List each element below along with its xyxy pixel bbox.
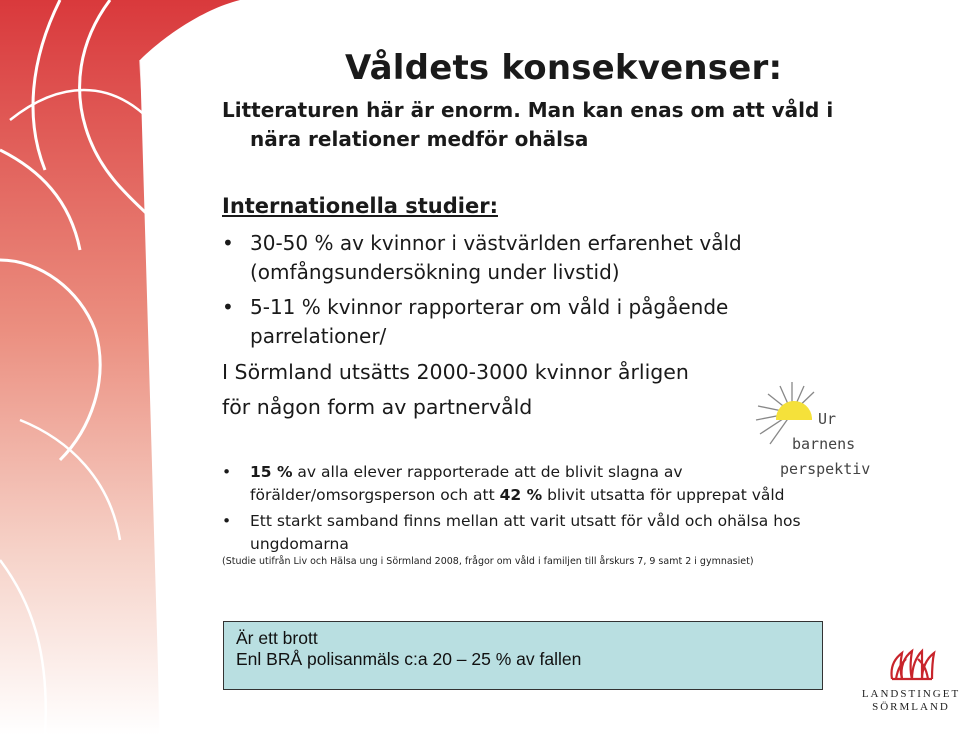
bullet-line-1 xyxy=(222,461,785,484)
bullet-line-1: 30-50 % av kvinnor i västvärlden erfarenhet våld xyxy=(250,231,742,255)
crime-info-box xyxy=(223,621,823,690)
international-heading: Internationella studier: xyxy=(222,194,498,218)
bullet-item xyxy=(222,461,785,507)
decorative-side-band xyxy=(0,0,240,735)
landstinget-logo xyxy=(862,645,960,720)
percent-highlight: 42 % xyxy=(499,486,543,504)
bullet-line-2: (omfångsundersökning under livstid) xyxy=(250,260,620,284)
bullet-line-2: ungdomarna xyxy=(250,535,349,553)
bullet-line-1: Ett starkt samband finns mellan att varit utsatt för våld och ohälsa hos xyxy=(250,512,801,530)
bullet-item xyxy=(222,510,801,556)
intro-line-1: Litteraturen här är enorm. Man kan enas om att våld i xyxy=(222,98,834,122)
badge-line-2: barnens xyxy=(792,435,856,453)
crime-line-2: Enl BRÅ polisanmäls c:a 20 – 25 % av fallen xyxy=(236,649,582,669)
badge-line-1: Ur xyxy=(818,410,837,428)
bullet-text: förälder/omsorgsperson och att xyxy=(250,486,500,504)
crime-line-1: Är ett brott xyxy=(236,628,318,648)
logo-line-1: LANDSTINGET xyxy=(862,688,960,700)
bullet-item xyxy=(222,229,742,287)
slide-title: Våldets konsekvenser: xyxy=(345,48,783,88)
bullet-icon: • xyxy=(222,295,234,319)
intro-text xyxy=(222,96,872,154)
intro-line-2: nära relationer medför ohälsa xyxy=(250,127,589,151)
bullet-icon: • xyxy=(222,231,234,255)
bullet-text: blivit utsatta för upprepat våld xyxy=(542,486,785,504)
bullet-line-2 xyxy=(222,484,785,507)
sormland-line-1: I Sörmland utsätts 2000-3000 kvinnor årligen xyxy=(222,360,689,384)
bullet-item xyxy=(222,293,728,351)
logo-line-2: SÖRMLAND xyxy=(872,701,950,713)
sormland-line-2: för någon form av partnervåld xyxy=(222,395,533,419)
bullet-line-2: parrelationer/ xyxy=(250,324,387,348)
bullet-line-1: 5-11 % kvinnor rapporterar om våld i pågående xyxy=(250,295,729,319)
bullet-text: av alla elever rapporterade att de blivit slagna av xyxy=(292,463,683,481)
percent-highlight: 15 % xyxy=(250,463,293,481)
bullet-icon: • xyxy=(222,512,232,530)
logo-flower-icon xyxy=(891,651,934,679)
source-note: (Studie utifrån Liv och Hälsa ung i Sörmland 2008, frågor om våld i familjen till årskurs 7, 9 samt 2 i gymnasiet) xyxy=(222,556,754,567)
bullet-icon: • xyxy=(222,463,232,481)
badge-line-3: perspektiv xyxy=(780,460,871,478)
